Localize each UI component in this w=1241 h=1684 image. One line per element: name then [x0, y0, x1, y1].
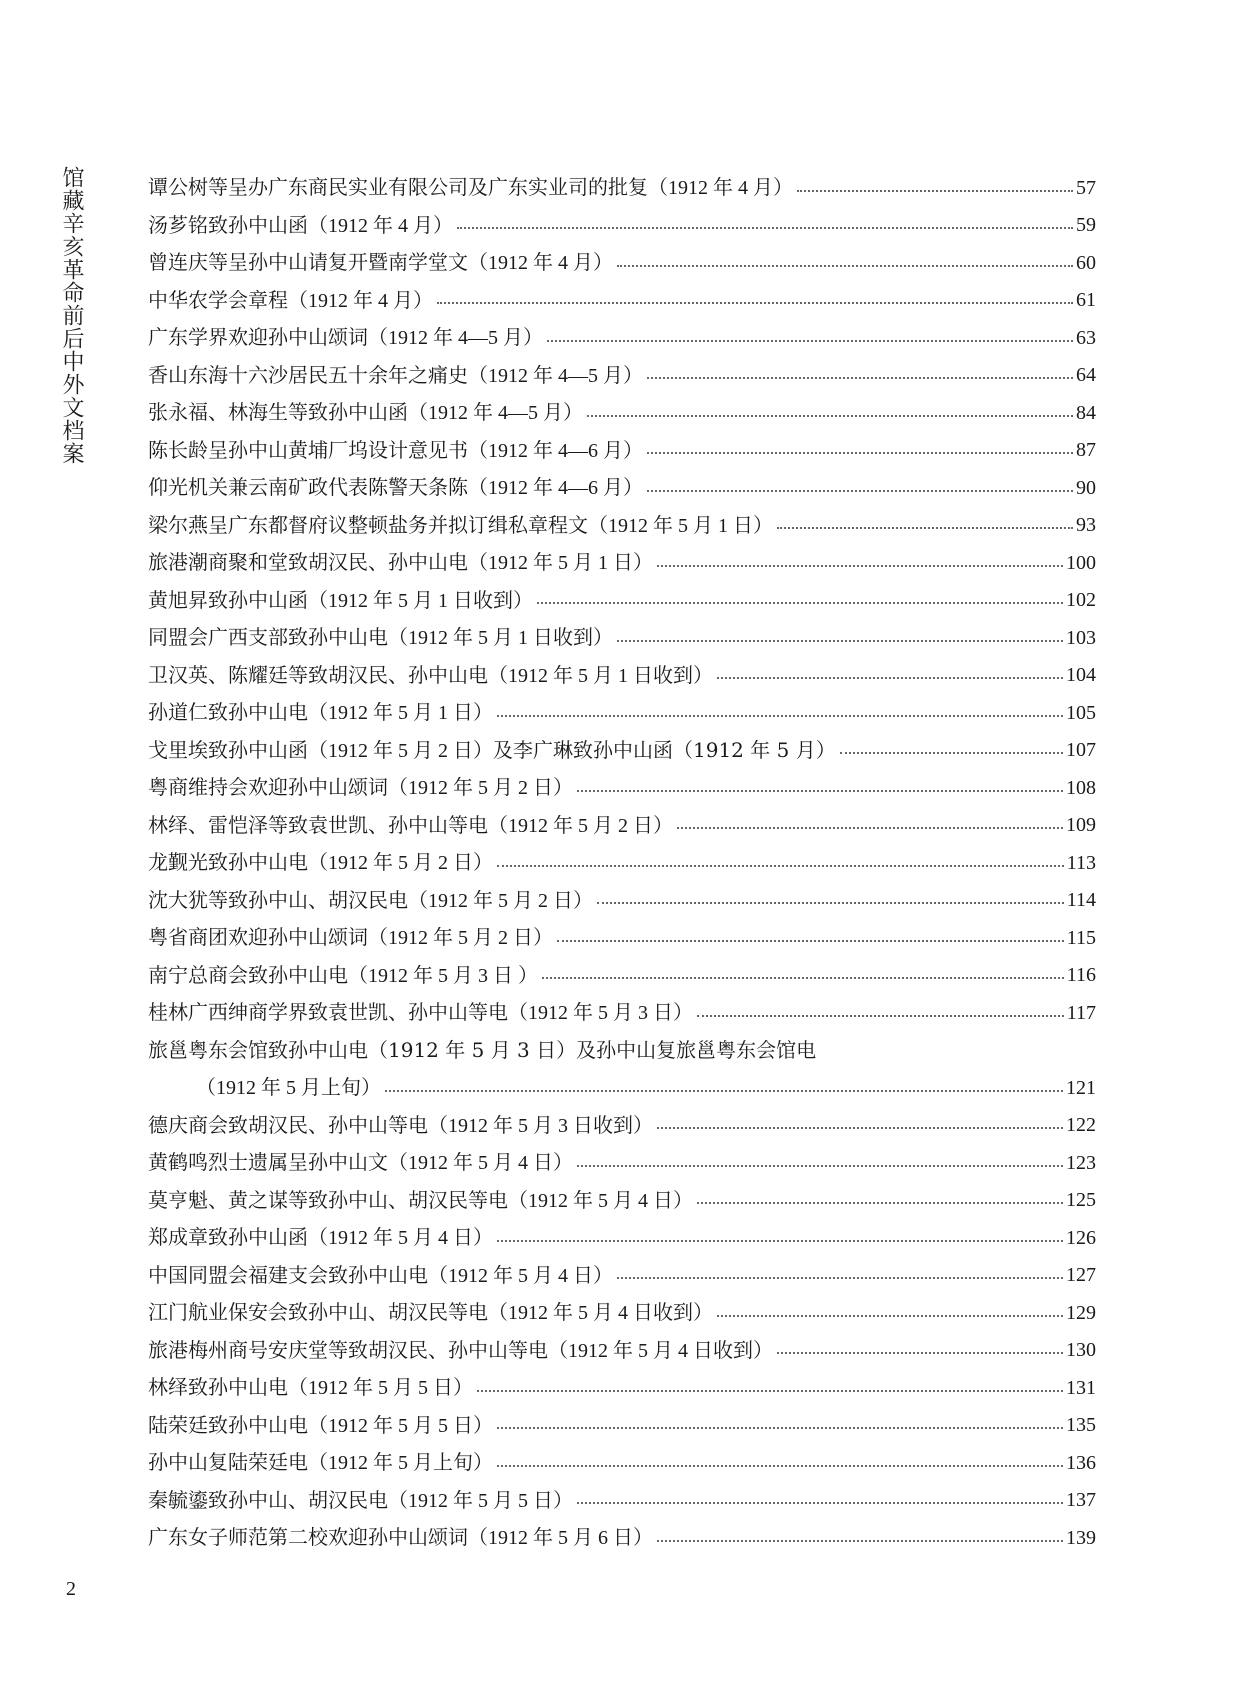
toc-entry-title [148, 1152, 573, 1173]
dot-leader [677, 827, 1063, 829]
toc-entry-close: ） [753, 1337, 773, 1362]
toc-entry-date: 1912 年 5 月 4 日 [448, 1264, 593, 1287]
toc-entry-page-number: 126 [1066, 1226, 1096, 1249]
dot-leader [777, 527, 1073, 529]
toc-entry-page-number: 113 [1066, 851, 1096, 874]
toc-entry-date: 1912 年 5 月 2 日 [328, 739, 473, 762]
toc-entry-page-number: 114 [1066, 889, 1096, 912]
toc-entry-page-number: 102 [1066, 589, 1096, 612]
toc-entry-page-number: 87 [1076, 439, 1096, 462]
toc-entry-title-text: 江门航业保安会致孙中山、胡汉民等电（ [148, 1300, 508, 1325]
toc-entry [148, 582, 1096, 620]
toc-entry-page-number: 117 [1066, 1001, 1096, 1024]
toc-entry [148, 1182, 1096, 1220]
toc-entry-title-text: 香山东海十六沙居民五十余年之痛史（ [148, 362, 488, 387]
toc-entry-title-text: 粤省商团欢迎孙中山颂词（ [148, 925, 388, 950]
toc-entry-page-number: 104 [1066, 664, 1096, 687]
toc-entry-title [148, 1038, 817, 1063]
toc-entry [148, 657, 1096, 695]
toc-entry-date: 1912 年 5 月上旬 [328, 1452, 473, 1475]
toc-entry-close: ） [563, 400, 583, 425]
toc-entry-title-text: （ [196, 1075, 216, 1100]
toc-entry [148, 1219, 1096, 1257]
toc-entry-page-number: 131 [1066, 1376, 1096, 1399]
toc-entry [148, 1519, 1096, 1557]
toc-entry-close: ） [413, 287, 433, 312]
toc-entry-date: 1912 年 5 月 4 日收到 [508, 1302, 693, 1325]
toc-entry-date: 1912 年 4—6 月 [488, 477, 623, 500]
toc-entry-title [148, 512, 773, 537]
toc-entry-title [148, 887, 593, 912]
toc-entry [148, 244, 1096, 282]
dot-leader [657, 1540, 1063, 1542]
toc-entry-title [148, 362, 643, 387]
toc-entry-date: 1912 年 4—5 月 [428, 402, 563, 425]
toc-entry-date: 1912 年 5 月 1 日收到 [508, 664, 693, 687]
toc-entry-close: ） [593, 625, 613, 650]
toc-entry-title-text: 谭公树等呈办广东商民实业有限公司及广东实业司的批复（ [148, 175, 668, 200]
toc-entry-close: ） [473, 700, 493, 725]
dot-leader [657, 565, 1063, 567]
toc-entry [148, 807, 1096, 845]
toc-entry [148, 1369, 1096, 1407]
dot-leader [457, 227, 1073, 229]
dot-leader [777, 1352, 1063, 1354]
toc-entry-close: ） [518, 962, 538, 987]
toc-entry-date: 1912 年 4—5 月 [488, 364, 623, 387]
toc-entry-title [148, 737, 836, 762]
toc-entry-title-text: 孙道仁致孙中山电（ [148, 700, 328, 725]
toc-entry-title [148, 177, 793, 198]
toc-entry-title-text: 龙觐光致孙中山电（ [148, 850, 328, 875]
toc-entry-page-number: 125 [1066, 1189, 1096, 1212]
toc-entry-title-text: 卫汉英、陈耀廷等致胡汉民、孙中山电（ [148, 662, 508, 687]
toc-entry-title [148, 1002, 693, 1023]
toc-entry-date: 1912 年 4—6 月 [488, 439, 623, 462]
toc-entry-date: 1912 年 5 月 4 日收到 [568, 1339, 753, 1362]
toc-entry-close: ） [693, 1300, 713, 1325]
dot-leader [477, 1390, 1063, 1392]
dot-leader [617, 1277, 1063, 1279]
toc-entry-title [148, 1302, 713, 1323]
toc-entry-close: ） [753, 512, 773, 537]
toc-entry-title [148, 287, 433, 312]
page-number: 2 [66, 1578, 76, 1600]
toc-entry-date: 1912 年 5 月 1 日收到 [328, 589, 513, 612]
dot-leader [617, 640, 1063, 642]
toc-entry-date: 1912 年 5 月 1 日收到 [408, 627, 593, 650]
toc-entry-title-text: 黄鹤鸣烈士遗属呈孙中山文（ [148, 1150, 408, 1175]
toc-entry-date: 1912 年 5 月上旬 [216, 1077, 361, 1100]
toc-entry-title-text: 孙中山复陆荣廷电（ [148, 1450, 328, 1475]
dot-leader [647, 490, 1073, 492]
toc-entry-date: 1912 年 5 月 4 日 [328, 1227, 473, 1250]
toc-entry-date: 1912 年 4 月 [308, 289, 413, 312]
toc-entry-close: ） [433, 212, 453, 237]
table-of-contents [148, 169, 1096, 1557]
toc-entry-title-text: 陆荣廷致孙中山电（ [148, 1412, 328, 1437]
toc-entry-close: ） [573, 887, 593, 912]
toc-entry-date: 1912 年 5 月 1 日 [488, 552, 633, 575]
toc-entry-close: ） [773, 175, 793, 200]
toc-entry-date: 1912 年 5 月 3 日 [528, 1002, 673, 1025]
toc-entry-page-number: 90 [1076, 476, 1096, 499]
toc-entry-title-text: 南宁总商会致孙中山电（ [148, 962, 368, 987]
toc-entry-close: ） [623, 362, 643, 387]
toc-entry-title [148, 1412, 493, 1437]
toc-entry-title-text: 林绎、雷恺泽等致袁世凯、孙中山等电（ [148, 812, 508, 837]
toc-entry-title-text: 仰光机关兼云南矿政代表陈警天条陈（ [148, 475, 488, 500]
toc-entry-page-number: 107 [1066, 739, 1096, 762]
toc-entry-date: 1912 年 5 月 2 日 [408, 777, 553, 800]
toc-entry-title [148, 1337, 773, 1362]
toc-entry-date: 1912 年 5 月 3 日收到 [448, 1114, 633, 1137]
toc-entry-title [148, 252, 613, 273]
toc-entry-page-number: 137 [1066, 1489, 1096, 1512]
toc-entry-page-number: 93 [1076, 514, 1096, 537]
toc-entry [148, 394, 1096, 432]
toc-entry-page-number: 139 [1066, 1526, 1096, 1549]
toc-entry-close: ） [593, 1262, 613, 1287]
dot-leader [797, 190, 1073, 192]
toc-entry-date: 1912 年 5 月 3 日 [368, 964, 518, 987]
toc-entry-date: 1912 年 5 月 2 日 [388, 927, 533, 950]
toc-entry-page-number: 121 [1066, 1076, 1096, 1099]
toc-entry-date: 1912 年 5 月 1 日 [328, 702, 473, 725]
toc-entry-close: ） [473, 1225, 493, 1250]
toc-entry-close: ） [693, 662, 713, 687]
toc-entry-page-number: 105 [1066, 701, 1096, 724]
toc-entry [148, 1032, 1096, 1070]
toc-entry-close: ） [533, 925, 553, 950]
toc-entry-close: ）及李广琳致孙中山函（1912 年 5 月） [473, 737, 836, 762]
toc-entry-page-number: 64 [1076, 364, 1096, 387]
dot-leader [497, 865, 1064, 867]
dot-leader [717, 677, 1063, 679]
toc-entry-title-text: 秦毓鎏致孙中山、胡汉民电（ [148, 1487, 408, 1512]
toc-entry-title-text: 沈大犹等致孙中山、胡汉民电（ [148, 887, 428, 912]
toc-entry [148, 957, 1096, 995]
toc-entry-close: ） [361, 1075, 381, 1100]
toc-entry-title-text: 粤商维持会欢迎孙中山颂词（ [148, 775, 408, 800]
toc-entry-page-number: 116 [1066, 964, 1096, 987]
toc-entry-title [148, 962, 538, 987]
dot-leader [497, 715, 1063, 717]
toc-entry-page-number: 103 [1066, 626, 1096, 649]
toc-entry-date: 1912 年 5 月 2 日 [428, 889, 573, 912]
toc-entry-close: ） [623, 475, 643, 500]
dot-leader [577, 790, 1063, 792]
toc-entry [148, 469, 1096, 507]
toc-entry-close: ） [553, 775, 573, 800]
toc-entry-title-text: 同盟会广西支部致孙中山电（ [148, 625, 408, 650]
toc-entry [148, 1257, 1096, 1295]
toc-entry-date: 1912 年 4 月 [668, 177, 773, 200]
toc-entry-date: 1912 年 5 月 4 日 [408, 1152, 553, 1175]
toc-entry [148, 282, 1096, 320]
toc-entry-title [148, 1227, 493, 1248]
toc-entry-page-number: 100 [1066, 551, 1096, 574]
toc-entry-page-number: 59 [1076, 214, 1096, 237]
toc-entry [148, 1107, 1096, 1145]
dot-leader [647, 452, 1073, 454]
toc-entry-date: 1912 年 4 月 [328, 214, 433, 237]
toc-entry-title [148, 1187, 693, 1212]
toc-entry-close: ） [653, 812, 673, 837]
toc-entry-title-text: 汤芗铭致孙中山函（ [148, 212, 328, 237]
toc-entry [148, 1069, 1096, 1107]
toc-entry-close: ） [553, 1150, 573, 1175]
toc-entry-page-number: 130 [1066, 1339, 1096, 1362]
toc-entry-title-text: 郑成章致孙中山函（ [148, 1225, 328, 1250]
toc-entry-page-number: 136 [1066, 1451, 1096, 1474]
dot-leader [597, 902, 1064, 904]
toc-entry-page-number: 60 [1076, 251, 1096, 274]
toc-entry-title-text: 中华农学会章程（ [148, 287, 308, 312]
dot-leader [697, 1015, 1064, 1017]
toc-entry [148, 1407, 1096, 1445]
toc-entry-title [148, 212, 453, 237]
toc-entry-title-text: 林绎致孙中山电（ [148, 1375, 308, 1400]
toc-entry-page-number: 61 [1076, 289, 1096, 312]
toc-entry-title [148, 587, 533, 612]
toc-entry-page-number: 108 [1066, 776, 1096, 799]
toc-entry-title-text: 陈长龄呈孙中山黄埔厂坞设计意见书（ [148, 437, 488, 462]
toc-entry-title-text: 梁尔燕呈广东都督府议整顿盐务并拟订缉私章程文（ [148, 512, 608, 537]
toc-entry-title [148, 477, 643, 498]
toc-entry-title-text: 旅港潮商聚和堂致胡汉民、孙中山电（ [148, 550, 488, 575]
toc-entry-date: 1912 年 5 月 5 日 [328, 1414, 473, 1437]
toc-entry [148, 769, 1096, 807]
toc-entry-date: 1912 年 5 月 5 日 [308, 1377, 453, 1400]
toc-entry [148, 1444, 1096, 1482]
dot-leader [557, 940, 1064, 942]
toc-entry-close: ） [553, 1487, 573, 1512]
toc-entry-page-number: 115 [1066, 926, 1096, 949]
dot-leader [617, 265, 1073, 267]
dot-leader [542, 977, 1064, 979]
dot-leader [577, 1165, 1063, 1167]
toc-entry-close: ） [633, 1525, 653, 1550]
toc-entry-close: ） [523, 325, 543, 350]
toc-entry-title [148, 702, 493, 723]
toc-entry-page-number: 123 [1066, 1151, 1096, 1174]
toc-entry-title [148, 1262, 613, 1287]
toc-entry [148, 882, 1096, 920]
running-header-vertical: 馆藏辛亥革命前后中外文档案 [59, 166, 84, 465]
toc-entry [148, 919, 1096, 957]
toc-entry-close: ） [473, 850, 493, 875]
toc-entry [148, 1332, 1096, 1370]
toc-entry-page-number: 127 [1066, 1264, 1096, 1287]
dot-leader [537, 602, 1063, 604]
toc-entry [148, 544, 1096, 582]
toc-entry-page-number: 109 [1066, 814, 1096, 837]
toc-entry-page-number: 63 [1076, 326, 1096, 349]
dot-leader [717, 1315, 1063, 1317]
toc-entry-title [148, 927, 553, 948]
toc-entry-title [148, 777, 573, 798]
dot-leader [840, 752, 1063, 754]
toc-entry-page-number: 57 [1076, 176, 1096, 199]
toc-entry-title-text: 莫亨魁、黄之谋等致孙中山、胡汉民等电（ [148, 1187, 528, 1212]
toc-entry-title-text: 黄旭昇致孙中山函（ [148, 587, 328, 612]
toc-entry-close: ） [673, 1187, 693, 1212]
dot-leader [577, 1502, 1063, 1504]
toc-entry-date: 1912 年 5 月 4 日 [528, 1189, 673, 1212]
toc-entry [148, 357, 1096, 395]
toc-entry-date: 1912 年 4—5 月 [388, 327, 523, 350]
toc-entry-title-text: 曾连庆等呈孙中山请复开暨南学堂文（ [148, 250, 488, 275]
toc-entry [148, 169, 1096, 207]
toc-entry-page-number: 122 [1066, 1114, 1096, 1137]
toc-entry-close: ） [633, 1112, 653, 1137]
toc-entry-title-text: 德庆商会致胡汉民、孙中山等电（ [148, 1112, 448, 1137]
toc-entry-date: 1912 年 4 月 [488, 252, 593, 275]
toc-entry-close: ） [633, 550, 653, 575]
toc-entry [148, 432, 1096, 470]
toc-entry-title [148, 812, 673, 837]
toc-entry [148, 732, 1096, 770]
toc-entry-title-text: 戈里埃致孙中山函（ [148, 737, 328, 762]
dot-leader [587, 415, 1073, 417]
dot-leader [697, 1202, 1063, 1204]
dot-leader [437, 302, 1073, 304]
toc-entry-title [148, 1452, 493, 1473]
toc-entry-date: 1912 年 5 月 1 日 [608, 514, 753, 537]
toc-entry-title [148, 327, 543, 348]
toc-entry [148, 1144, 1096, 1182]
toc-entry-date: 1912 年 5 月 2 日 [508, 814, 653, 837]
toc-entry-title [148, 1487, 573, 1512]
toc-entry [148, 844, 1096, 882]
toc-entry-title [148, 437, 643, 462]
toc-entry-title [196, 1077, 381, 1098]
toc-entry-close: ） [473, 1412, 493, 1437]
toc-entry-title [148, 662, 713, 687]
toc-entry [148, 619, 1096, 657]
toc-entry-title-text: 中国同盟会福建支会致孙中山电（ [148, 1262, 448, 1287]
toc-entry-date: 1912 年 5 月 2 日 [328, 852, 473, 875]
toc-entry-page-number: 129 [1066, 1301, 1096, 1324]
toc-entry-close: ） [593, 250, 613, 275]
dot-leader [497, 1465, 1063, 1467]
toc-entry-page-number: 84 [1076, 401, 1096, 424]
toc-entry [148, 1294, 1096, 1332]
toc-entry [148, 207, 1096, 245]
toc-entry-title-text: 广东女子师范第二校欢迎孙中山颂词（ [148, 1525, 488, 1550]
toc-entry-title-text: 桂林广西绅商学界致袁世凯、孙中山等电（ [148, 1000, 528, 1025]
toc-entry-title [148, 852, 493, 873]
toc-entry-title-text: 广东学界欢迎孙中山颂词（ [148, 325, 388, 350]
toc-entry-page-number: 135 [1066, 1414, 1096, 1437]
dot-leader [547, 340, 1073, 342]
toc-entry [148, 507, 1096, 545]
toc-entry [148, 319, 1096, 357]
dot-leader [497, 1240, 1063, 1242]
toc-entry-title [148, 1112, 653, 1137]
toc-entry-title [148, 1377, 473, 1398]
dot-leader [385, 1090, 1063, 1092]
dot-leader [647, 377, 1073, 379]
toc-entry [148, 994, 1096, 1032]
toc-entry-close: ） [453, 1375, 473, 1400]
toc-entry-close: ） [623, 437, 643, 462]
toc-entry-title-text: 旅邕粤东会馆致孙中山电（1912 年 5 月 3 日）及孙中山复旅邕粤东会馆电 [148, 1038, 817, 1063]
dot-leader [497, 1427, 1063, 1429]
toc-entry-title [148, 552, 653, 573]
toc-entry-title [148, 1527, 653, 1548]
toc-entry-title [148, 627, 613, 648]
toc-entry-close: ） [513, 587, 533, 612]
toc-entry-title-text: 旅港梅州商号安庆堂等致胡汉民、孙中山等电（ [148, 1337, 568, 1362]
toc-entry-date: 1912 年 5 月 6 日 [488, 1527, 633, 1550]
toc-entry-close: ） [473, 1450, 493, 1475]
toc-entry-title [148, 402, 583, 423]
toc-entry [148, 1482, 1096, 1520]
toc-entry [148, 694, 1096, 732]
toc-entry-close: ） [673, 1000, 693, 1025]
dot-leader [657, 1127, 1063, 1129]
toc-entry-title-text: 张永福、林海生等致孙中山函（ [148, 400, 428, 425]
toc-entry-date: 1912 年 5 月 5 日 [408, 1489, 553, 1512]
